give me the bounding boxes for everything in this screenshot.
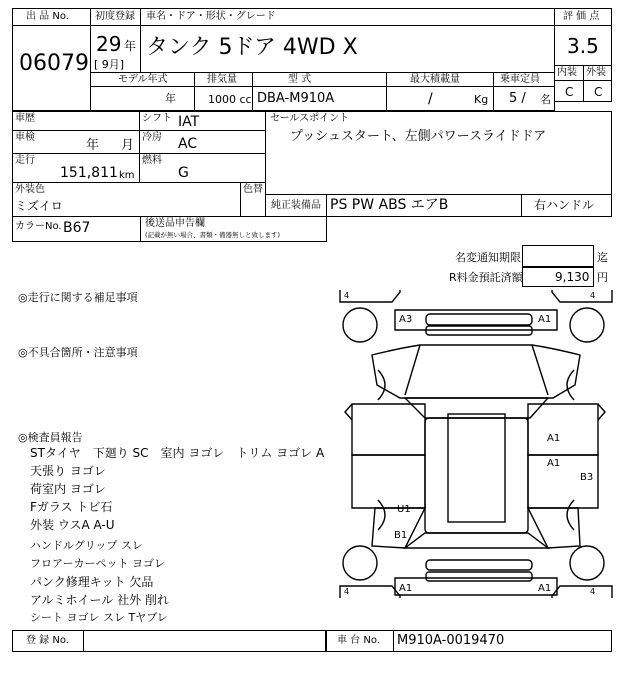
mileage-value: 151,811 (60, 165, 118, 181)
damage-left-2: B1 (394, 530, 408, 541)
max-load-unit: Kg (474, 93, 489, 106)
max-load-label: 最大積載量 (410, 74, 460, 85)
diagram-tag-br: 4 (590, 587, 596, 596)
damage-front-left: A3 (399, 314, 413, 325)
recycle-label: R料金預託済額 (449, 271, 523, 284)
mileage-label: 走行 (15, 155, 35, 166)
capacity-value: 5 / (509, 91, 526, 106)
model-year-label: モデル年式 (118, 74, 168, 85)
lot-number: 06079 (19, 51, 89, 76)
shift-label: シフト (142, 113, 172, 124)
model-year-unit: 年 (165, 92, 176, 105)
model-label: 型 式 (288, 74, 312, 85)
inspector-line: STタイヤ 下廻り SC 室内 ヨゴレ トリム ヨゴレ A (30, 446, 325, 460)
lot-label: 出 品 No. (26, 11, 69, 22)
interior-grade: C (565, 85, 574, 99)
recycle-unit: 円 (597, 271, 608, 284)
rating-label: 評 価 点 (563, 11, 600, 22)
vehicle-name: タンク 5ドア 4WD X (146, 35, 358, 60)
reg-value-box (83, 630, 326, 652)
damage-left-1: U1 (397, 504, 411, 515)
ac-label: 冷房 (142, 132, 162, 143)
name-change-unit: 迄 (597, 251, 608, 264)
sales-point-label: セールスポイント (270, 113, 350, 124)
ac-value: AC (178, 136, 198, 152)
interior-label: 内装 (557, 67, 577, 78)
chassis-value: M910A-0019470 (397, 633, 505, 648)
fuel-value: G (178, 165, 189, 181)
chassis-label: 車 台 No. (337, 635, 380, 646)
first-reg-month: [ 9月] (94, 58, 125, 71)
damage-front-right: A1 (538, 314, 552, 325)
rating-value: 3.5 (567, 34, 599, 58)
inspector-report-label: ◎検査員報告 (18, 431, 83, 444)
color-no-label: カラーNo. (15, 221, 62, 232)
displacement-value: 1000 cc (208, 93, 252, 106)
damage-right-3: B3 (580, 472, 594, 483)
exterior-grade: C (594, 85, 603, 99)
inspector-line: Fガラス トビ石 (30, 500, 113, 514)
history-label: 車歴 (15, 113, 35, 124)
inspector-line: 天張り ヨゴレ (30, 464, 106, 478)
equipment-label: 純正装備品 (271, 200, 321, 211)
name-change-label: 名変通知期限 (455, 251, 521, 264)
color-no-value: B67 (63, 220, 91, 236)
inspection-year: 年 (86, 138, 100, 153)
inspector-line: 外装 ウスA A-U (30, 518, 115, 532)
inspector-line: アルミホイール 社外 削れ (30, 593, 169, 607)
damage-right-2: A1 (547, 458, 561, 469)
damage-rear-right: A1 (538, 583, 552, 594)
color-label: 外装色 (15, 184, 45, 195)
first-reg-year: 29 (96, 32, 122, 56)
first-reg-label: 初度登録 (95, 11, 135, 22)
post-report-note: (記載が無い場合、書類・備器無しと致します) (145, 231, 281, 239)
capacity-label: 乗車定員 (500, 74, 540, 85)
color-change-label: 色替 (243, 184, 263, 195)
inspector-line: シート ヨゴレ スレ Tヤブレ (30, 611, 168, 624)
post-report-label: 後送品申告欄 (145, 218, 205, 229)
handle-value: 右ハンドル (534, 198, 595, 212)
inspector-line: ハンドルグリップ スレ (30, 539, 143, 552)
color-value: ミズイロ (15, 199, 63, 213)
inspector-line: パンク修理キット 欠品 (30, 575, 154, 589)
reg-label: 登 録 No. (26, 635, 69, 646)
diagram-tag-tr: 4 (590, 291, 596, 300)
damage-rear-left: A1 (399, 583, 413, 594)
inspector-line: フロアーカーペット ヨゴレ (30, 557, 165, 570)
diagram-tag-tl: 4 (344, 291, 350, 300)
equipment-value: PS PW ABS エアB (330, 197, 449, 213)
sales-point-value: プッシュスタート、左側パワースライドドア (290, 129, 547, 144)
damage-right-1: A1 (547, 433, 561, 444)
displacement-label: 排気量 (207, 74, 237, 85)
first-reg-year-unit: 年 (124, 39, 137, 53)
mileage-unit: km (119, 170, 135, 181)
defect-notes-label: ◎不具合箇所・注意事項 (18, 346, 138, 359)
inspector-line: 荷室内 ヨゴレ (30, 482, 106, 496)
recycle-value: 9,130 (555, 270, 590, 284)
inspection-month: 月 (121, 138, 135, 153)
fuel-label: 燃料 (142, 155, 162, 166)
model-value: DBA-M910A (257, 91, 335, 106)
capacity-unit: 名 (540, 93, 551, 106)
shift-value: IAT (178, 114, 200, 130)
running-notes-label: ◎走行に関する補足事項 (18, 291, 138, 304)
max-load-value: / (428, 91, 433, 107)
vehicle-label: 車名・ドア・形状・グレード (146, 11, 276, 22)
exterior-label: 外装 (586, 67, 606, 78)
inspection-label: 車検 (15, 132, 35, 143)
diagram-tag-bl: 4 (344, 587, 350, 596)
